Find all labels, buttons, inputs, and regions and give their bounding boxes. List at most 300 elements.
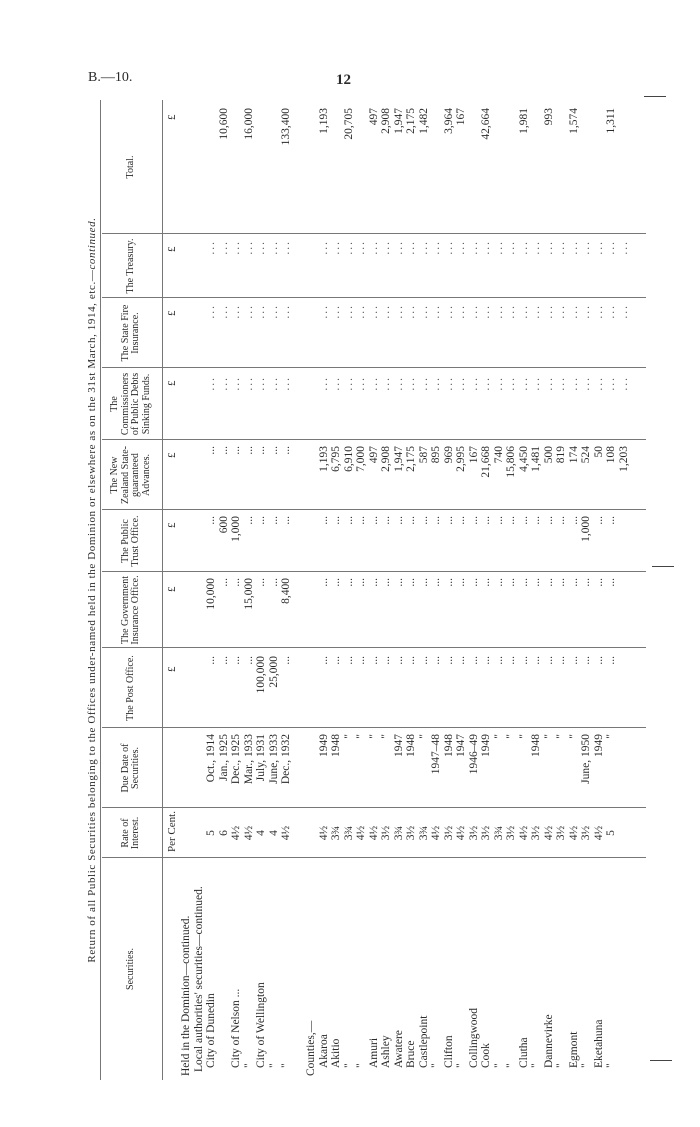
post-office-cell [305,656,318,728]
total-cell [305,108,318,234]
empty-cell: ... [255,376,267,391]
rate-cell: 4½ [430,825,442,841]
rate-cell: 5 [605,830,617,836]
total-cell [468,108,481,234]
security-cell: City of Wellington [255,982,267,1068]
post-office-cell: 25,000 [267,656,280,688]
public-trust-cell: ... [555,516,567,525]
rotated-table [86,100,646,1080]
empty-cell: ... [367,240,380,255]
nz-advances-cell: 740 [492,446,505,464]
nz-advances-cell: 167 [467,446,480,464]
nz-advances-cell: 524 [580,446,592,464]
empty-cell: ... [430,240,442,255]
due-date-cell: 1949 [480,734,492,757]
total-cell: 167 [455,108,467,126]
col-securities: Securities. [124,948,136,990]
total-cell: 20,705 [342,108,355,140]
post-office-cell: ... [492,656,505,665]
post-office-cell: ... [217,656,230,665]
empty-cell: ... [342,240,355,255]
empty-cell: ... [467,240,480,255]
rate-cell: 3½ [467,825,480,841]
empty-cell: ... [605,240,617,255]
total-cell: 2,908 [380,108,392,134]
empty-cell: ... [592,240,605,255]
rate-cell: 5 [205,830,217,836]
gov-insurance-cell: ... [467,578,480,587]
empty-cell: ... [505,240,517,255]
commissioners-list [180,376,630,440]
public-trust-cell: ... [567,516,580,525]
empty-cell: ... [267,376,280,391]
public-trust-cell: ... [455,516,467,525]
empty-cell: ... [467,376,480,391]
post-office-cell: ... [367,656,380,665]
empty-cell: ... [355,376,367,391]
gov-insurance-cell: ... [492,578,505,587]
col-total: Total. [124,155,136,179]
public-trust-list [180,516,618,572]
empty-cell [180,304,193,368]
due-date-cell: " [567,734,580,739]
empty-cell: ... [617,304,630,319]
gov-insurance-cell: ... [255,578,267,587]
empty-cell: ... [317,376,330,391]
empty-cell: ... [230,240,242,255]
post-office-cell [180,656,193,728]
nz-advances-cell: 500 [542,446,555,464]
empty-cell: ... [417,240,430,255]
total-cell [330,108,343,234]
nz-advances-cell: 969 [442,446,455,464]
pound-unit: £ [166,246,178,252]
rate-cell: 3½ [580,825,592,841]
empty-cell: ... [205,376,217,391]
empty-cell: ... [205,304,217,319]
gov-insurance-cell: ... [430,578,442,587]
post-office-cell: ... [392,656,405,665]
total-cell [580,108,593,234]
total-cell: 1,574 [567,108,580,134]
security-cell: " [267,1063,280,1068]
public-trust-cell: ... [480,516,492,525]
empty-cell: ... [267,304,280,319]
empty-cell: ... [430,304,442,319]
empty-cell [180,376,193,440]
post-office-cell: ... [380,656,392,665]
total-cell [430,108,443,234]
total-list [180,108,618,234]
due-date-cell: 1947 [392,734,405,757]
post-office-cell: ... [230,656,242,665]
nz-advances-cell: ... [242,446,255,455]
pound-unit: £ [166,666,178,672]
empty-cell: ... [242,304,255,319]
empty-cell: ... [455,304,467,319]
nz-advances-cell: ... [255,446,267,455]
empty-cell: ... [380,240,392,255]
security-cell: " [355,1063,367,1068]
table-title: Return of all Public Securities belonging to the Offices under-named held in the Dominion or elsewhere as on the 31st March, 1914, etc.—continued. [86,217,98,963]
rate-cell [180,808,193,858]
pound-unit: £ [166,452,178,458]
nz-advances-cell: 1,193 [317,446,330,472]
security-cell: " [555,1063,567,1068]
security-cell [218,860,231,1076]
security-cell: Awatere [392,1030,405,1068]
public-trust-cell: 1,000 [580,516,592,542]
due-date-cell [193,734,206,804]
nz-advances-cell: 15,806 [505,446,517,478]
security-cell: " [530,1063,542,1068]
pound-unit: £ [166,114,178,120]
security-cell: Akaroa [317,1034,330,1068]
col-state-fire: The State Fire Insurance. [119,304,141,362]
due-date-cell: " [505,734,517,739]
rate-cell: 4½ [355,825,367,841]
empty-cell: ... [542,240,555,255]
gov-insurance-cell: ... [605,578,617,587]
empty-cell: ... [480,376,492,391]
total-cell: 42,664 [480,108,492,140]
margin-mark [644,96,666,97]
empty-cell: ... [580,304,592,319]
public-trust-cell: ... [492,516,505,525]
empty-cell: ... [317,240,330,255]
nz-advances-cell: 2,995 [455,446,467,472]
nz-advances-cell: 108 [605,446,617,464]
empty-cell [193,304,206,368]
due-date-cell: 1946–49 [467,734,480,775]
rate-cell: 4 [267,830,280,836]
post-office-cell: ... [530,656,542,665]
security-cell: " [242,1063,255,1068]
gov-insurance-list [180,578,618,648]
post-office-cell: ... [430,656,442,665]
gov-insurance-cell: ... [567,578,580,587]
total-cell: 993 [542,108,555,126]
security-cell: " [280,1063,292,1068]
public-trust-cell: ... [355,516,367,525]
rate-cell [193,808,206,858]
security-cell: Clutha [517,1037,530,1068]
empty-cell: ... [580,376,592,391]
empty-cell: ... [205,240,217,255]
due-date-cell: " [380,734,392,739]
public-trust-cell: ... [367,516,380,525]
due-date-cell: 1948 [442,734,455,757]
total-cell: 3,964 [442,108,455,134]
due-date-cell [180,734,193,804]
due-date-cell: Dec., 1932 [280,734,292,785]
empty-cell: ... [330,304,342,319]
rate-cell: 6 [217,830,230,836]
due-date-cell: Jan., 1925 [217,734,230,781]
empty-cell: ... [255,240,267,255]
public-trust-cell [180,516,193,572]
security-cell: Akitio [330,1038,342,1068]
gov-insurance-cell: ... [542,578,555,587]
rate-cell: 3¾ [342,825,355,841]
empty-cell: ... [530,240,542,255]
due-date-cell: Mar., 1933 [242,734,255,785]
pound-unit: £ [166,522,178,528]
due-date-cell: July, 1931 [255,734,267,782]
due-date-cell: " [492,734,505,739]
empty-cell: ... [442,304,455,319]
rate-cell [305,808,318,858]
empty-cell: ... [505,376,517,391]
security-cell: Dannevirke [542,1014,555,1068]
total-cell: 1,981 [517,108,530,134]
security-cell: Held in the Dominion—continued. [180,915,192,1076]
rate-cell: 3¾ [330,825,342,841]
nz-advances-cell: 6,795 [330,446,342,472]
total-cell: 1,947 [392,108,405,134]
empty-cell: ... [567,240,580,255]
gov-insurance-cell: ... [580,578,592,587]
nz-advances-cell [305,446,318,510]
empty-cell [293,304,306,368]
public-trust-cell: ... [242,516,255,525]
nz-advances-cell: 895 [430,446,442,464]
gov-insurance-cell: ... [405,578,417,587]
due-date-cell: Dec., 1925 [230,734,242,785]
security-cell: " [342,1063,355,1068]
margin-mark [650,1060,672,1061]
gov-insurance-cell: ... [217,578,230,587]
empty-cell: ... [280,240,292,255]
public-trust-cell: ... [430,516,442,525]
empty-cell: ... [355,304,367,319]
nz-advances-cell: 6,910 [342,446,355,472]
nz-advances-cell: 4,450 [517,446,530,472]
due-date-cell: 1947–48 [430,734,442,775]
nz-advances-cell: 1,947 [392,446,405,472]
col-public-trust: The Public Trust Office. [119,515,141,567]
public-trust-cell: ... [317,516,330,525]
empty-cell: ... [542,304,555,319]
gov-insurance-cell: ... [330,578,342,587]
due-date-cell: " [542,734,555,739]
gov-insurance-cell: ... [380,578,392,587]
public-trust-cell: 1,000 [230,516,242,542]
gov-insurance-cell: ... [355,578,367,587]
nz-advances-cell: 21,668 [480,446,492,478]
security-cell: " [455,1063,467,1068]
security-cell: " [492,1063,505,1068]
empty-cell: ... [555,240,567,255]
empty-cell: ... [605,304,617,319]
empty-cell [305,240,318,298]
col-gov-insurance: The Government Insurance Office. [119,575,141,645]
public-trust-cell: ... [417,516,430,525]
col-nz-advances: The New Zealand State-guaranteed Advances. [109,445,152,505]
public-trust-cell: ... [505,516,517,525]
gov-insurance-cell [180,578,193,648]
total-cell: 133,400 [280,108,292,146]
empty-cell: ... [480,240,492,255]
empty-cell: ... [530,376,542,391]
empty-cell: ... [317,304,330,319]
public-trust-cell: ... [592,516,605,525]
gov-insurance-cell: ... [505,578,517,587]
empty-cell: ... [330,240,342,255]
empty-cell [180,240,193,298]
post-office-cell: ... [280,656,292,665]
security-cell: Local authorities' securities—continued. [192,886,205,1072]
post-office-cell: ... [542,656,555,665]
security-cell: Ashley [380,1035,392,1068]
gov-insurance-cell: ... [442,578,455,587]
treasury-list [180,240,630,298]
total-cell [530,108,543,234]
empty-cell [305,304,318,368]
nz-advances-cell: 1,203 [617,446,630,472]
total-cell [180,108,193,234]
empty-cell: ... [405,304,417,319]
empty-cell: ... [230,304,242,319]
total-cell [593,108,606,234]
due-date-cell: " [555,734,567,739]
rate-cell: 4½ [367,825,380,841]
rate-cell: 4½ [542,825,555,841]
post-office-cell: ... [455,656,467,665]
post-office-cell: ... [505,656,517,665]
rate-cell: 3½ [442,825,455,841]
empty-cell: ... [567,304,580,319]
gov-insurance-cell: ... [267,578,280,587]
nz-advances-cell: 2,175 [405,446,417,472]
nz-advances-cell [293,446,306,510]
empty-cell: ... [342,376,355,391]
empty-cell: ... [517,304,530,319]
public-trust-cell: ... [542,516,555,525]
gov-insurance-cell: ... [230,578,242,587]
due-date-cell: 1948 [530,734,542,757]
gov-insurance-cell: 10,000 [205,578,217,610]
security-cell: " [505,1063,517,1068]
total-cell [493,108,506,234]
rate-cell: 3½ [380,825,392,841]
due-date-cell: June, 1933 [267,734,280,784]
empty-cell: ... [492,240,505,255]
public-trust-cell: ... [530,516,542,525]
empty-cell: ... [542,376,555,391]
due-date-list [180,734,618,804]
nz-advances-cell: 587 [417,446,430,464]
due-date-cell: " [342,734,355,739]
rate-cell: 3½ [530,825,542,841]
total-cell [505,108,518,234]
rate-cell: 3½ [505,825,517,841]
security-cell [293,860,306,1076]
empty-cell: ... [530,304,542,319]
security-cell: City of Dunedin [205,993,217,1068]
empty-cell: ... [455,376,467,391]
rate-cell: 4½ [455,825,467,841]
public-trust-cell: ... [605,516,617,525]
empty-cell: ... [217,376,230,391]
margin-mark [652,566,674,567]
post-office-cell: ... [567,656,580,665]
post-office-cell: ... [205,656,217,665]
post-office-cell: ... [417,656,430,665]
empty-cell: ... [455,240,467,255]
due-date-cell: Oct., 1914 [205,734,217,783]
due-date-cell: 1949 [317,734,330,757]
empty-cell: ... [267,240,280,255]
public-trust-cell [293,516,306,572]
rate-cell: 4½ [592,825,605,841]
post-office-cell: ... [580,656,592,665]
gov-insurance-cell: ... [480,578,492,587]
rate-cell: 3¾ [417,825,430,841]
security-cell: Amuri [367,1037,380,1068]
security-cell: Clifton [442,1035,455,1068]
public-trust-cell: 600 [217,516,230,534]
empty-cell: ... [392,304,405,319]
empty-cell [293,376,306,440]
empty-cell: ... [442,240,455,255]
empty-cell: ... [330,376,342,391]
total-cell: 16,000 [242,108,255,140]
due-date-cell: 1949 [592,734,605,757]
state-fire-list [180,304,630,368]
gov-insurance-cell [193,578,206,648]
gov-insurance-cell: ... [417,578,430,587]
empty-cell: ... [517,376,530,391]
security-cell: Collingwood [467,1007,480,1068]
security-cell: Egmont [567,1031,580,1068]
public-trust-cell: ... [255,516,267,525]
public-trust-cell: ... [467,516,480,525]
rate-unit: Per Cent. [166,811,178,852]
empty-cell: ... [392,376,405,391]
nz-advances-list [180,446,630,510]
total-cell [193,108,206,234]
total-cell [230,108,243,234]
empty-cell [193,376,206,440]
public-trust-cell: ... [442,516,455,525]
security-cell: " [430,1063,442,1068]
post-office-cell: 100,000 [255,656,267,694]
gov-insurance-cell: ... [455,578,467,587]
total-cell: 497 [367,108,380,126]
gov-insurance-cell: ... [517,578,530,587]
empty-cell: ... [392,240,405,255]
nz-advances-cell: ... [267,446,280,455]
col-post-office: The Post Office. [124,655,136,721]
rate-list [180,808,618,858]
security-cell: Castlepoint [417,1015,430,1068]
rate-cell: 3¾ [392,825,405,841]
security-cell: " [580,1063,592,1068]
empty-cell: ... [342,304,355,319]
post-office-cell: ... [555,656,567,665]
empty-cell: ... [480,304,492,319]
rate-cell: 4½ [567,825,580,841]
rate-cell: 3½ [405,825,417,841]
empty-cell: ... [242,240,255,255]
empty-cell: ... [417,304,430,319]
due-date-cell: " [517,734,530,739]
security-cell: Counties,— [305,1020,317,1076]
public-trust-cell: ... [405,516,417,525]
total-cell: 1,482 [417,108,430,134]
public-trust-cell: ... [267,516,280,525]
